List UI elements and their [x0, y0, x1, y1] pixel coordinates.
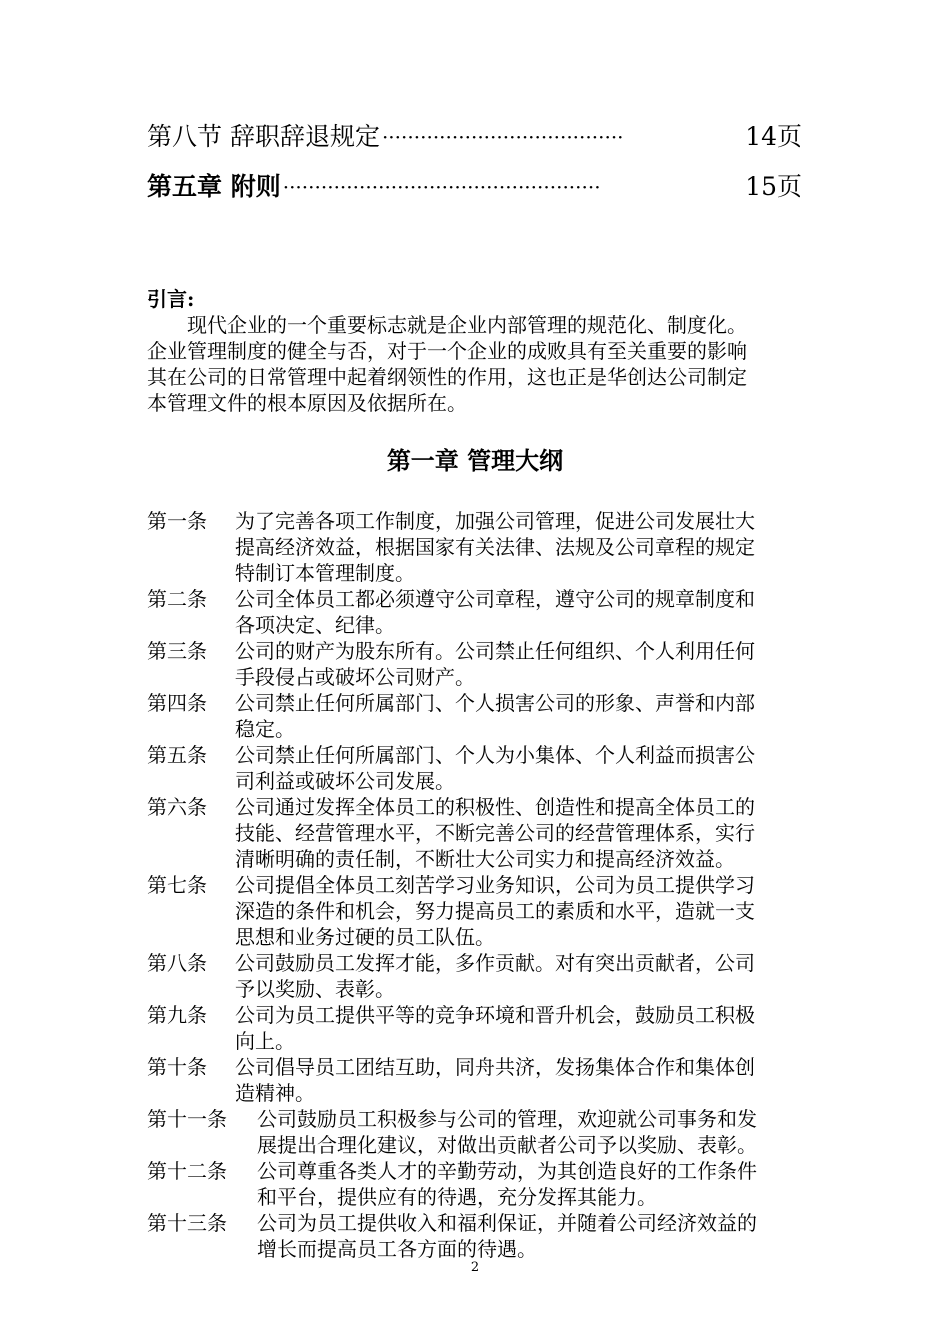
article-line: 稳定。 — [235, 717, 295, 741]
intro-paragraph — [147, 312, 807, 416]
intro-line: 本管理文件的根本原因及依据所在。 — [147, 391, 467, 415]
toc-page-number: 14页 — [745, 122, 802, 151]
article-number: 第二条 — [147, 587, 207, 611]
article-line: 予以奖励、表彰。 — [235, 977, 395, 1001]
article-number: 第八条 — [147, 951, 207, 975]
article-body — [235, 1054, 809, 1106]
article-body — [257, 1158, 809, 1210]
toc-leader-dots: ·················································· — [282, 175, 601, 199]
article-line: 公司尊重各类人才的辛勤劳动，为其创造良好的工作条件 — [257, 1159, 757, 1183]
article-body — [257, 1210, 809, 1262]
article-line: 公司为员工提供平等的竞争环境和晋升机会，鼓励员工积极 — [235, 1003, 755, 1027]
article-number: 第四条 — [147, 691, 207, 715]
article-body — [235, 690, 809, 742]
article-line: 深造的条件和机会，努力提高员工的素质和水平，造就一支 — [235, 899, 755, 923]
article-number: 第七条 — [147, 873, 207, 897]
article — [147, 508, 809, 586]
article-number: 第十三条 — [147, 1211, 227, 1235]
article-list — [147, 508, 809, 1262]
article-line: 公司的财产为股东所有。公司禁止任何组织、个人利用任何 — [235, 639, 755, 663]
article-line: 公司鼓励员工发挥才能，多作贡献。对有突出贡献者，公司 — [235, 951, 755, 975]
article — [147, 1210, 809, 1262]
article-line: 技能、经营管理水平，不断完善公司的经营管理体系，实行 — [235, 821, 755, 845]
article-body — [235, 950, 809, 1002]
article-line: 公司禁止任何所属部门、个人为小集体、个人利益而损害公 — [235, 743, 755, 767]
toc-entry-chapter-5[interactable] — [147, 168, 802, 202]
toc-entry-label: 第五章 附则 — [147, 172, 281, 201]
toc-entry-label: 第八节 辞职辞退规定 — [147, 122, 380, 151]
article — [147, 872, 809, 950]
intro-line: 其在公司的日常管理中起着纲领性的作用，这也正是华创达公司制定 — [147, 365, 747, 389]
article-body — [235, 508, 809, 586]
article-number: 第六条 — [147, 795, 207, 819]
article-body — [235, 872, 809, 950]
article-number: 第五条 — [147, 743, 207, 767]
article-line: 增长而提高员工各方面的待遇。 — [257, 1237, 537, 1261]
toc-page-number: 15页 — [745, 172, 802, 201]
chapter-title: 第一章 管理大纲 — [386, 446, 564, 475]
article — [147, 1002, 809, 1054]
article-line: 公司倡导员工团结互助，同舟共济，发扬集体合作和集体创 — [235, 1055, 755, 1079]
article-line: 清晰明确的责任制，不断壮大公司实力和提高经济效益。 — [235, 847, 735, 871]
intro-line: 企业管理制度的健全与否，对于一个企业的成败具有至关重要的影响 — [147, 339, 747, 363]
article — [147, 742, 809, 794]
article-number: 第十二条 — [147, 1159, 227, 1183]
article — [147, 586, 809, 638]
toc-leader-dots: ······································ — [381, 125, 624, 149]
article-line: 造精神。 — [235, 1081, 315, 1105]
page-number: 2 — [470, 1260, 480, 1275]
article-number: 第一条 — [147, 509, 207, 533]
article — [147, 1106, 809, 1158]
article-number: 第九条 — [147, 1003, 207, 1027]
article-line: 公司为员工提供收入和福利保证，并随着公司经济效益的 — [257, 1211, 757, 1235]
article-line: 思想和业务过硬的员工队伍。 — [235, 925, 495, 949]
article-body — [235, 586, 809, 638]
article-number: 第十一条 — [147, 1107, 227, 1131]
article-line: 手段侵占或破坏公司财产。 — [235, 665, 475, 689]
article — [147, 1054, 809, 1106]
article-line: 各项决定、纪律。 — [235, 613, 395, 637]
article-line: 为了完善各项工作制度，加强公司管理，促进公司发展壮大 — [235, 509, 755, 533]
article-line: 公司通过发挥全体员工的积极性、创造性和提高全体员工的 — [235, 795, 755, 819]
article-body — [235, 794, 809, 872]
article-line: 公司鼓励员工积极参与公司的管理，欢迎就公司事务和发 — [257, 1107, 757, 1131]
article-body — [235, 742, 809, 794]
article-line: 公司全体员工都必须遵守公司章程，遵守公司的规章制度和 — [235, 587, 755, 611]
article-line: 公司禁止任何所属部门、个人损害公司的形象、声誉和内部 — [235, 691, 755, 715]
article-line: 公司提倡全体员工刻苦学习业务知识，公司为员工提供学习 — [235, 873, 755, 897]
article-line: 提高经济效益，根据国家有关法律、法规及公司章程的规定 — [235, 535, 755, 559]
article — [147, 794, 809, 872]
article-line: 特制订本管理制度。 — [235, 561, 415, 585]
article-number: 第十条 — [147, 1055, 207, 1079]
article-body — [235, 638, 809, 690]
article — [147, 1158, 809, 1210]
article-line: 和平台，提供应有的待遇，充分发挥其能力。 — [257, 1185, 657, 1209]
article-body — [235, 1002, 809, 1054]
article-line: 向上。 — [235, 1029, 295, 1053]
article-body — [257, 1106, 809, 1158]
intro-title: 引言: — [147, 287, 195, 311]
article-number: 第三条 — [147, 639, 207, 663]
toc-entry-section-8[interactable] — [147, 118, 802, 152]
article-line: 展提出合理化建议，对做出贡献者公司予以奖励、表彰。 — [257, 1133, 757, 1157]
intro-line: 现代企业的一个重要标志就是企业内部管理的规范化、制度化。 — [187, 313, 747, 337]
article — [147, 638, 809, 690]
article-line: 司利益或破坏公司发展。 — [235, 769, 455, 793]
article — [147, 950, 809, 1002]
article — [147, 690, 809, 742]
